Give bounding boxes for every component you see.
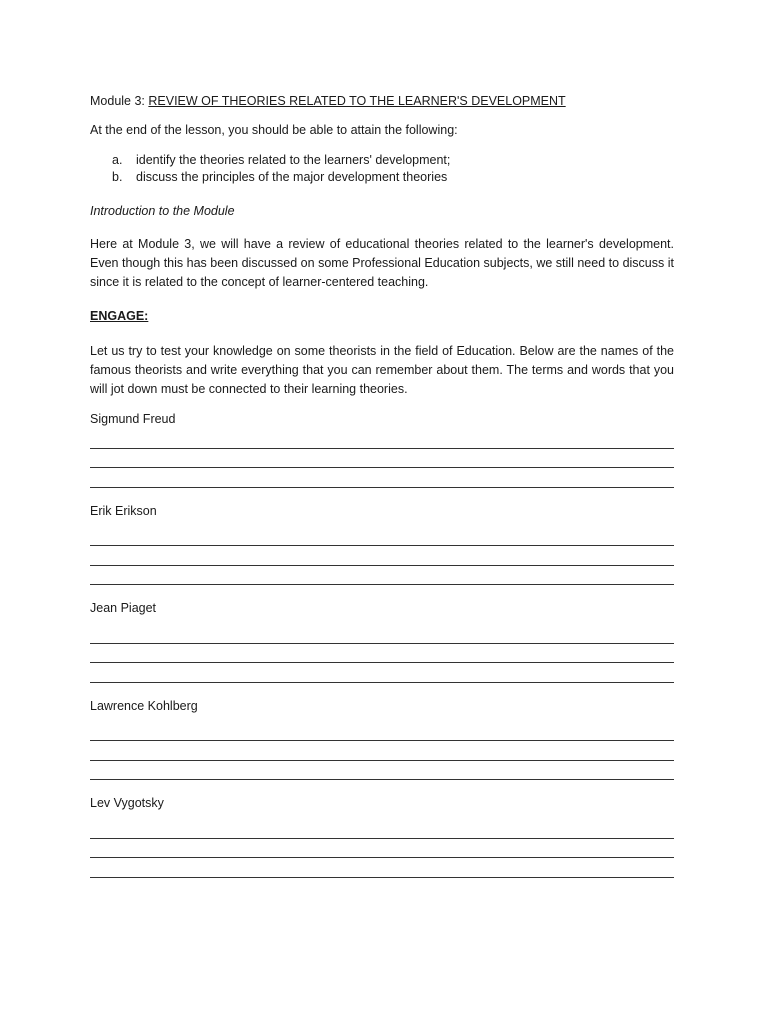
theorist-section [90,502,674,586]
theorist-section [90,410,674,488]
answer-lines[interactable] [90,722,674,781]
answer-line[interactable] [90,468,674,488]
answer-line[interactable] [90,624,674,644]
theorist-name: Lev Vygotsky [90,796,164,810]
answer-line[interactable] [90,546,674,566]
answer-lines[interactable] [90,429,674,488]
objective-marker: b. [112,170,123,184]
objective-item [90,152,674,169]
objective-marker: a. [112,153,123,167]
introduction-heading: Introduction to the Module [90,204,235,218]
objective-text: discuss the principles of the major development theories [136,170,448,184]
theorist-name: Lawrence Kohlberg [90,698,198,713]
engage-heading: ENGAGE: [90,309,149,323]
theorist-name: Sigmund Freud [90,412,176,426]
theorist-section [90,697,674,781]
document-page [90,92,674,878]
objective-item [90,169,674,186]
answer-line[interactable] [90,566,674,586]
objectives-intro: At the end of the lesson, you should be able to attain the following: [90,123,458,137]
answer-line[interactable] [90,761,674,781]
answer-line[interactable] [90,839,674,859]
answer-line[interactable] [90,722,674,742]
theorist-section [90,794,674,878]
answer-line[interactable] [90,429,674,449]
answer-line[interactable] [90,527,674,547]
module-label: Module 3: [90,94,149,108]
theorist-name: Erik Erikson [90,503,157,518]
engage-body: Let us try to test your knowledge on some theorists in the field of Education. Below are the names of the famous theorists and write everything that you can remember about them. The terms and words that you will jot down must be connected to their learning theories. [90,344,674,396]
answer-line[interactable] [90,644,674,664]
answer-lines[interactable] [90,624,674,683]
answer-lines[interactable] [90,527,674,586]
answer-lines[interactable] [90,819,674,878]
objective-text: identify the theories related to the learners' development; [136,153,451,167]
introduction-body: Here at Module 3, we will have a review of educational theories related to the learner's development. Even though this has been discussed on some Professional Education subjects, we still need to discuss it since it is related to the concept of learner-centered teaching. [90,237,674,289]
objectives-list [90,152,674,186]
theorist-name: Jean Piaget [90,601,157,615]
theorist-section [90,599,674,683]
answer-line[interactable] [90,449,674,469]
module-title: REVIEW OF THEORIES RELATED TO THE LEARNER'S DEVELOPMENT [148,94,566,108]
answer-line[interactable] [90,741,674,761]
answer-line[interactable] [90,858,674,878]
answer-line[interactable] [90,819,674,839]
answer-line[interactable] [90,663,674,683]
module-title-line [90,92,674,111]
